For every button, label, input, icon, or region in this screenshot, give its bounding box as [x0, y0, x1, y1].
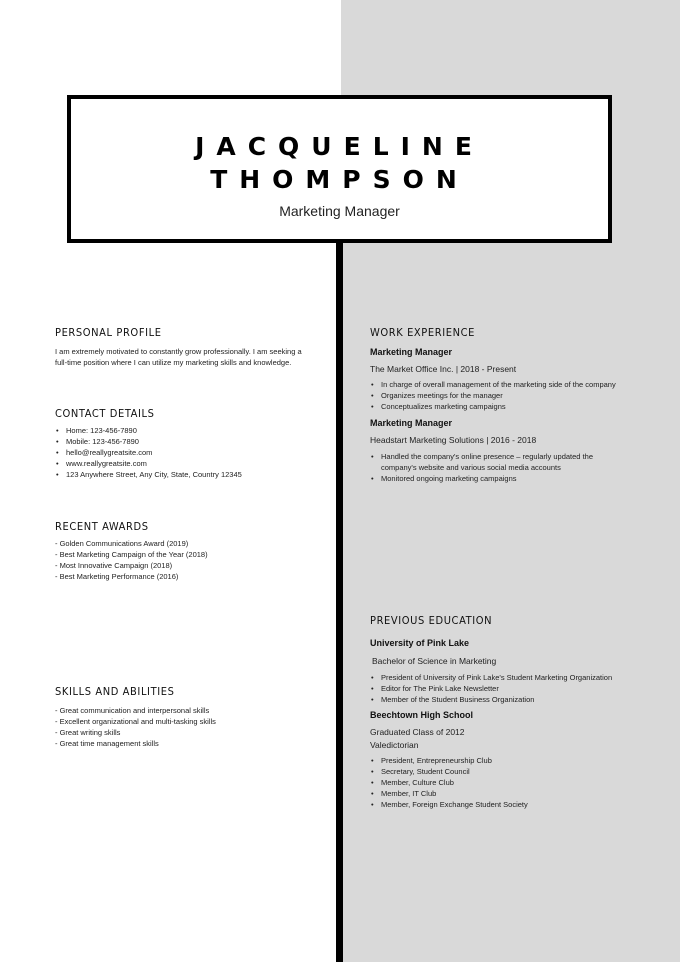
school-2-honor: Valedictorian: [370, 740, 419, 750]
duty-item: • Handled the company's online presence – regularly updated the company's website and various social media accounts: [381, 451, 610, 473]
school-2-name: Beechtown High School: [370, 710, 474, 720]
activity-item: • Member, IT Club: [381, 788, 660, 799]
work-heading: WORK EXPERIENCE: [370, 326, 475, 339]
contact-address: • 123 Anywhere Street, Any City, State, Country 12345: [66, 469, 330, 480]
skills-heading: SKILLS AND ABILITIES: [55, 685, 175, 698]
contact-mobile: • Mobile: 123-456-7890: [66, 436, 330, 447]
activity-item: • President of University of Pink Lake's Student Marketing Organization: [381, 672, 670, 683]
awards-list: [55, 538, 208, 582]
contact-heading: CONTACT DETAILS: [55, 407, 155, 420]
duty-item: • Monitored ongoing marketing campaigns: [381, 473, 610, 484]
activity-item: • President, Entrepreneurship Club: [381, 755, 660, 766]
name-header-box: [67, 95, 612, 243]
skill-item: - Excellent organizational and multi-tasking skills: [55, 717, 216, 726]
profile-text: [55, 346, 330, 368]
vertical-divider: [336, 240, 343, 962]
contact-home: • Home: 123-456-7890: [66, 425, 330, 436]
duty-item: • In charge of overall management of the marketing side of the company: [381, 379, 660, 390]
awards-heading: RECENT AWARDS: [55, 520, 149, 533]
school-1-activities: [370, 672, 670, 705]
activity-item: • Member, Culture Club: [381, 777, 660, 788]
contact-email: • hello@reallygreatsite.com: [66, 447, 330, 458]
profile-heading: PERSONAL PROFILE: [55, 326, 162, 339]
job-1-title: Marketing Manager: [370, 347, 453, 357]
school-1-degree: Bachelor of Science in Marketing: [372, 656, 497, 666]
skills-list: [55, 705, 216, 749]
activity-item: • Member, Foreign Exchange Student Society: [381, 799, 660, 810]
job-2-company: Headstart Marketing Solutions | 2016 - 2018: [370, 435, 537, 445]
activity-item: • Secretary, Student Council: [381, 766, 660, 777]
job-1-company: The Market Office Inc. | 2018 - Present: [370, 364, 517, 374]
skill-item: - Great writing skills: [55, 728, 121, 737]
activity-item: • Member of the Student Business Organization: [381, 694, 670, 705]
duty-item: • Organizes meetings for the manager: [381, 390, 660, 401]
skill-item: - Great communication and interpersonal skills: [55, 706, 210, 715]
award-item: - Best Marketing Campaign of the Year (2018): [55, 550, 208, 559]
contact-list: [55, 425, 330, 480]
last-name: THOMPSON: [210, 165, 469, 194]
job-title: Marketing Manager: [279, 203, 400, 219]
skill-item: - Great time management skills: [55, 739, 159, 748]
profile-line: full-time position where I can utilize my marketing skills and knowledge.: [55, 358, 292, 367]
contact-website: • www.reallygreatsite.com: [66, 458, 330, 469]
job-1-duties: [370, 379, 660, 412]
award-item: - Golden Communications Award (2019): [55, 539, 189, 548]
school-1-name: University of Pink Lake: [370, 638, 470, 648]
job-2-title: Marketing Manager: [370, 418, 453, 428]
job-2-duties: [370, 451, 610, 484]
profile-line: I am extremely motivated to constantly grow professionally. I am seeking a: [55, 347, 302, 356]
education-heading: PREVIOUS EDUCATION: [370, 614, 493, 627]
school-2-activities: [370, 755, 660, 810]
duty-item: • Conceptualizes marketing campaigns: [381, 401, 660, 412]
first-name: JACQUELINE: [195, 132, 484, 161]
award-item: - Best Marketing Performance (2016): [55, 572, 179, 581]
activity-item: • Editor for The Pink Lake Newsletter: [381, 683, 670, 694]
award-item: - Most Innovative Campaign (2018): [55, 561, 173, 570]
school-2-degree: Graduated Class of 2012: [370, 727, 465, 737]
